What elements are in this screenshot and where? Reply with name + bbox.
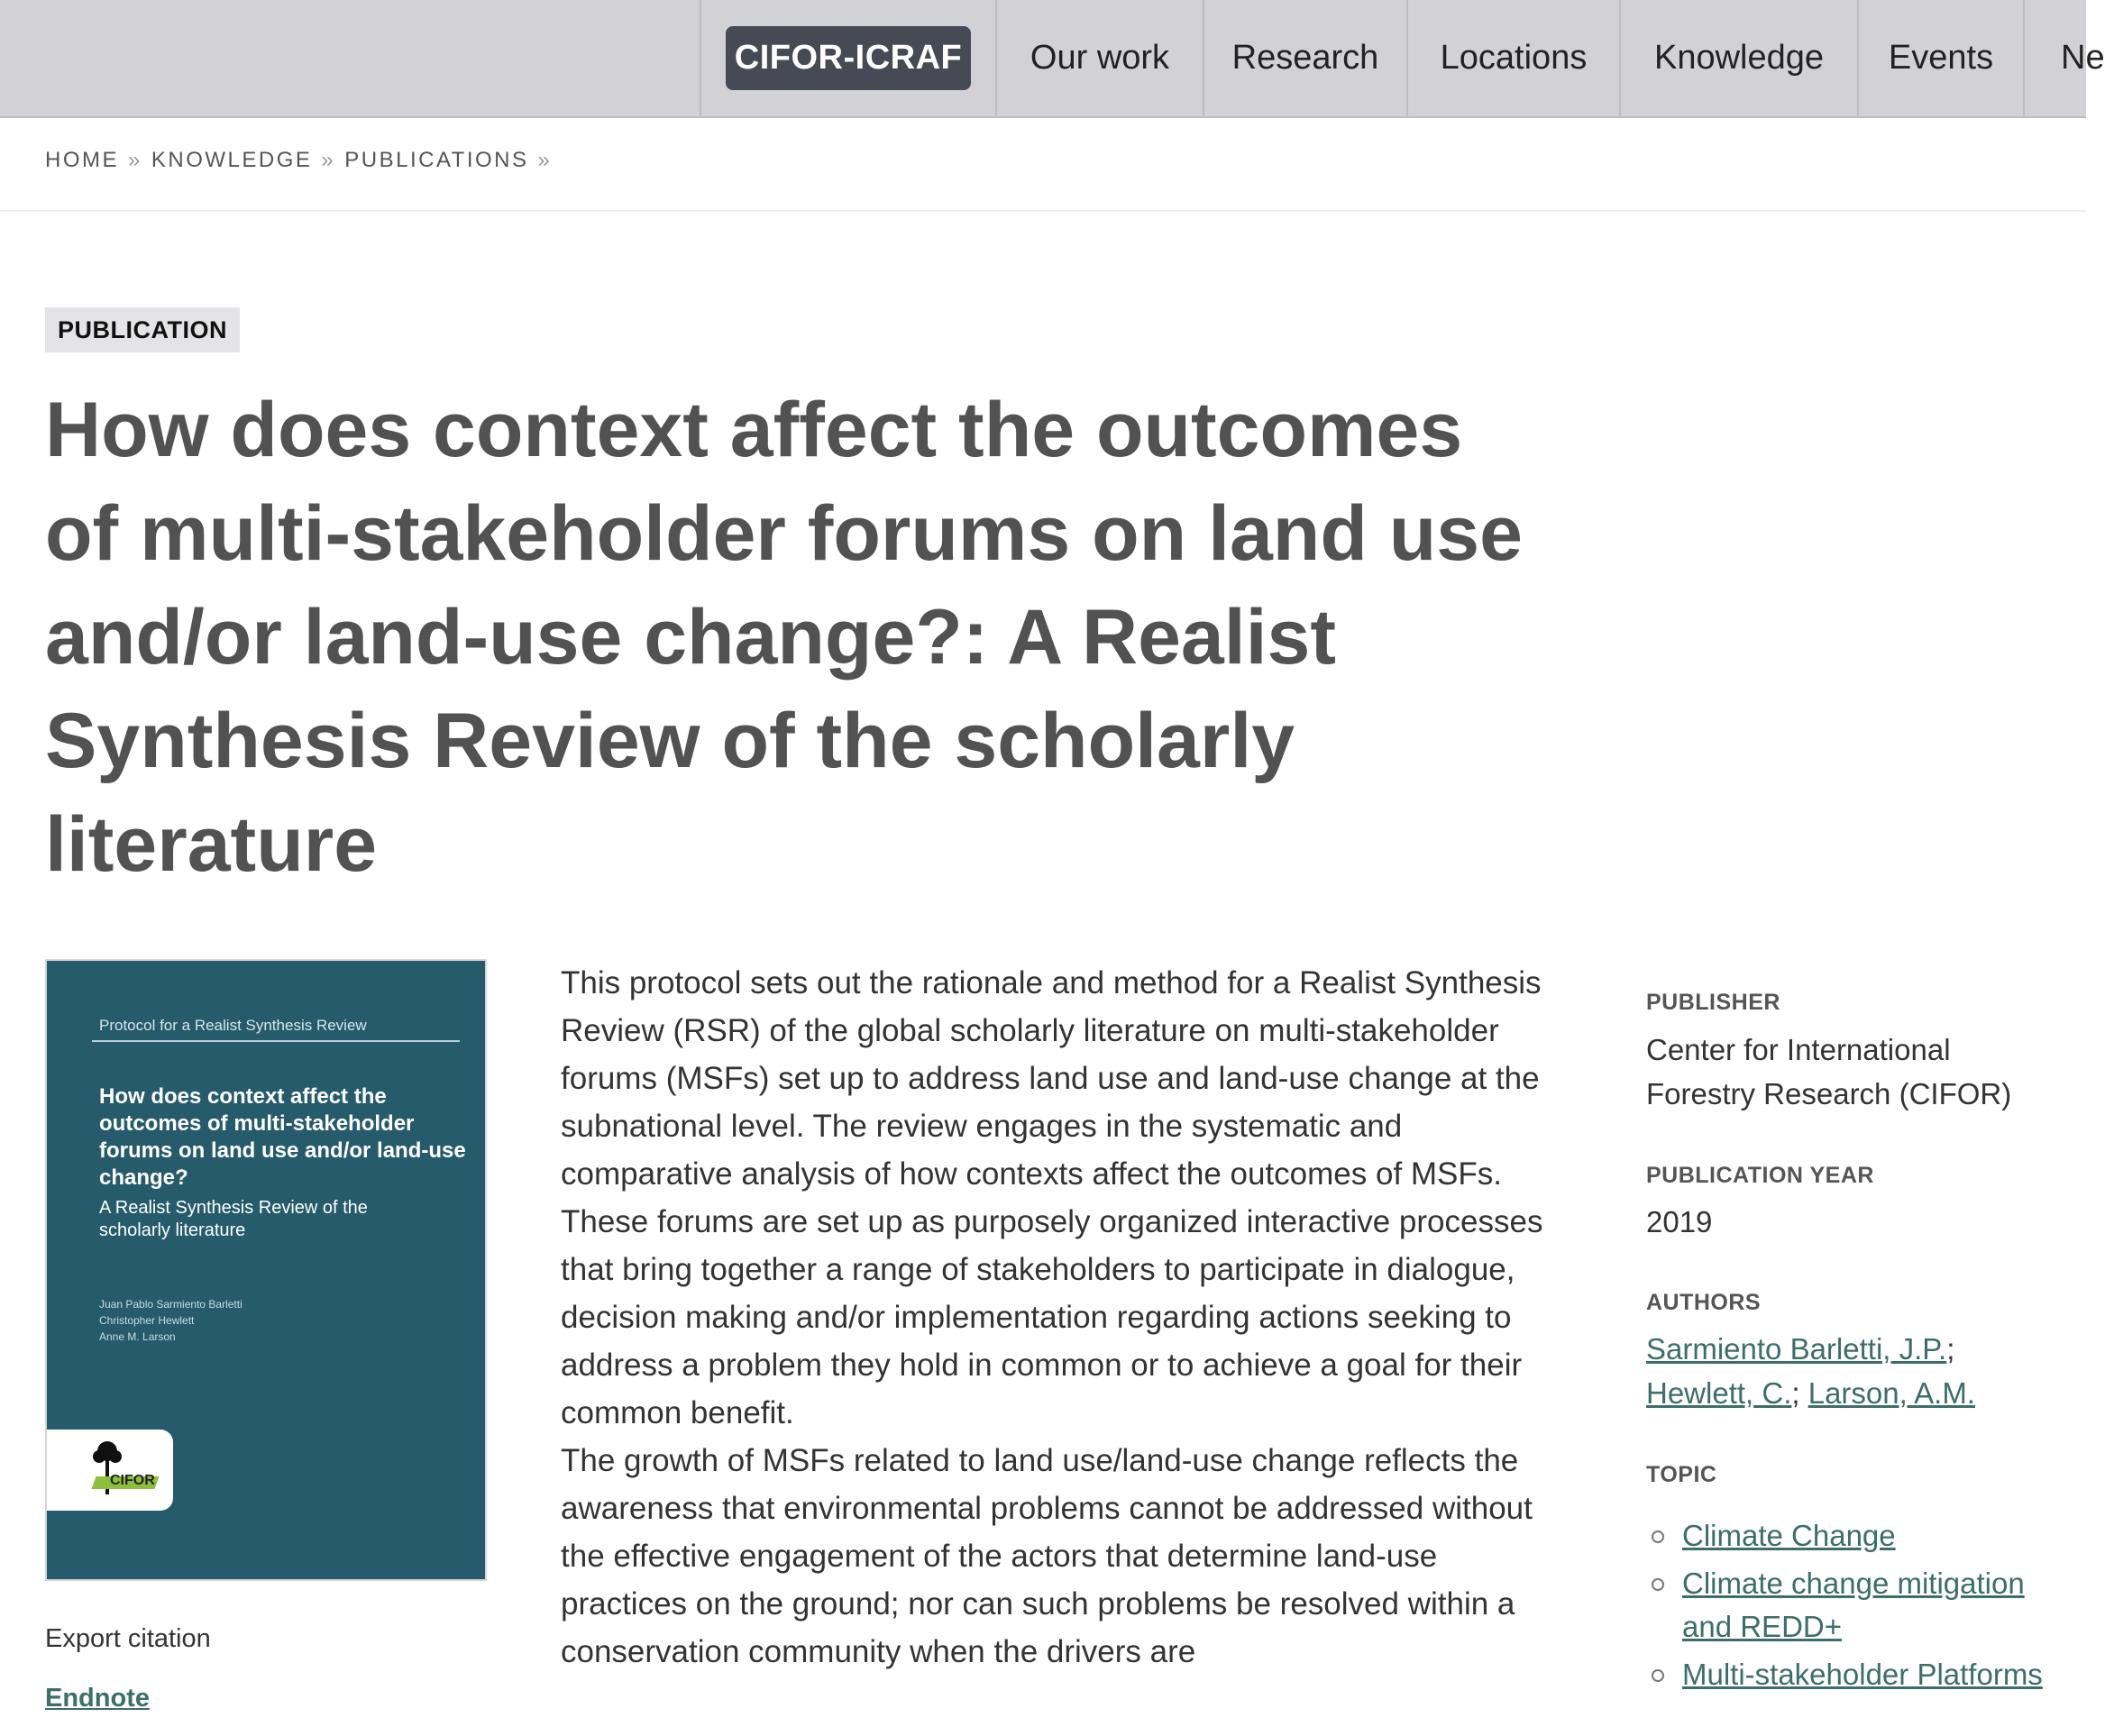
topic-list <box>1646 1514 2079 1701</box>
cover-author: Juan Pablo Sarmiento Barletti <box>99 1298 243 1311</box>
brand-logo[interactable]: CIFOR-ICRAF <box>726 26 971 90</box>
topic-link[interactable]: Climate Change <box>1682 1519 1896 1552</box>
topic-label: TOPIC <box>1646 1462 1717 1487</box>
authors-label: AUTHORS <box>1646 1290 1762 1315</box>
nav-item-research[interactable]: Research <box>1203 0 1406 116</box>
content-type-badge: PUBLICATION <box>45 307 240 352</box>
bullet-icon <box>1652 1530 1664 1543</box>
bullet-icon <box>1652 1669 1664 1682</box>
topic-link[interactable]: Multi-stakeholder Platforms <box>1682 1658 2043 1691</box>
export-citation-label: Export citation <box>45 1624 211 1653</box>
cover-authors <box>99 1296 243 1345</box>
publication-cover-image[interactable] <box>45 959 487 1581</box>
page-title: How does context affect the outcomes of multi-stakeholder forums on land use and/or land-use change?: A Realist Synthesis Review of the scholarly literature <box>45 387 1523 888</box>
tree-icon <box>47 1430 173 1511</box>
topic-item <box>1646 1514 2079 1558</box>
cover-logo-text: CIFOR <box>110 1473 155 1488</box>
nav-item-news[interactable]: Ne <box>2023 0 2086 116</box>
breadcrumb-knowledge[interactable]: KNOWLEDGE <box>151 148 313 172</box>
breadcrumb-divider <box>0 210 2086 212</box>
author-link[interactable]: Sarmiento Barletti, J.P. <box>1646 1332 1947 1366</box>
breadcrumb-separator: » <box>537 148 553 172</box>
cover-rule <box>92 1040 460 1042</box>
topic-link[interactable]: Climate change mitigation and REDD+ <box>1682 1567 2025 1643</box>
abstract <box>561 959 1561 1676</box>
breadcrumb-publications[interactable]: PUBLICATIONS <box>344 148 529 172</box>
cover-subtitle: A Realist Synthesis Review of the scholarly literature <box>99 1198 368 1240</box>
publisher-value: Center for International Forestry Research (CIFOR) <box>1646 1033 2012 1110</box>
breadcrumb-separator: » <box>128 148 142 172</box>
nav-item-our-work[interactable]: Our work <box>995 0 1203 116</box>
top-navigation <box>0 0 2105 118</box>
publisher-label: PUBLISHER <box>1646 990 1780 1015</box>
cifor-logo <box>47 1430 173 1511</box>
brand-nav-item[interactable] <box>700 0 995 116</box>
breadcrumb-separator: » <box>321 148 336 172</box>
bullet-icon <box>1652 1578 1664 1591</box>
authors-list: Sarmiento Barletti, J.P.; Hewlett, C.; Larson, A.M. <box>1646 1332 1975 1410</box>
cover-author: Christopher Hewlett <box>99 1314 195 1327</box>
cover-kicker: Protocol for a Realist Synthesis Review <box>99 1017 367 1034</box>
cover-title: How does context affect the outcomes of multi-stakeholder forums on land use and/or land-use change? <box>99 1084 466 1190</box>
topic-item <box>1646 1562 2079 1649</box>
author-link[interactable]: Larson, A.M. <box>1808 1376 1975 1410</box>
breadcrumb-home[interactable]: HOME <box>45 148 119 172</box>
topic-item <box>1646 1653 2079 1696</box>
abstract-paragraph: The growth of MSFs related to land use/land-use change reflects the awareness that environmental problems cannot be addressed without the effective engagement of the actors that determine land-use practices on the ground; nor can such problems be resolved within a conservation community when the drivers are <box>561 1443 1533 1669</box>
publication-year-value: 2019 <box>1646 1205 1713 1238</box>
cover-author: Anne M. Larson <box>99 1330 176 1343</box>
endnote-export-link[interactable]: Endnote <box>45 1684 150 1713</box>
author-link[interactable]: Hewlett, C. <box>1646 1376 1792 1410</box>
nav-item-events[interactable]: Events <box>1857 0 2023 116</box>
publication-year-label: PUBLICATION YEAR <box>1646 1163 1874 1188</box>
abstract-paragraph: This protocol sets out the rationale and method for a Realist Synthesis Review (RSR) of the global scholarly literature on multi-stakeholder forums (MSFs) set up to address land use and land-use change at the subnational level. The review engages in the systematic and comparative analysis of how contexts affect the outcomes of MSFs. These forums are set up as purposely organized interactive processes that bring together a range of stakeholders to participate in dialogue, decision making and/or implementation regarding actions seeking to address a problem they hold in common or to achieve a goal for their common benefit. <box>561 965 1543 1430</box>
nav-item-locations[interactable]: Locations <box>1406 0 1619 116</box>
breadcrumb <box>45 148 561 173</box>
nav-item-knowledge[interactable]: Knowledge <box>1619 0 1857 116</box>
